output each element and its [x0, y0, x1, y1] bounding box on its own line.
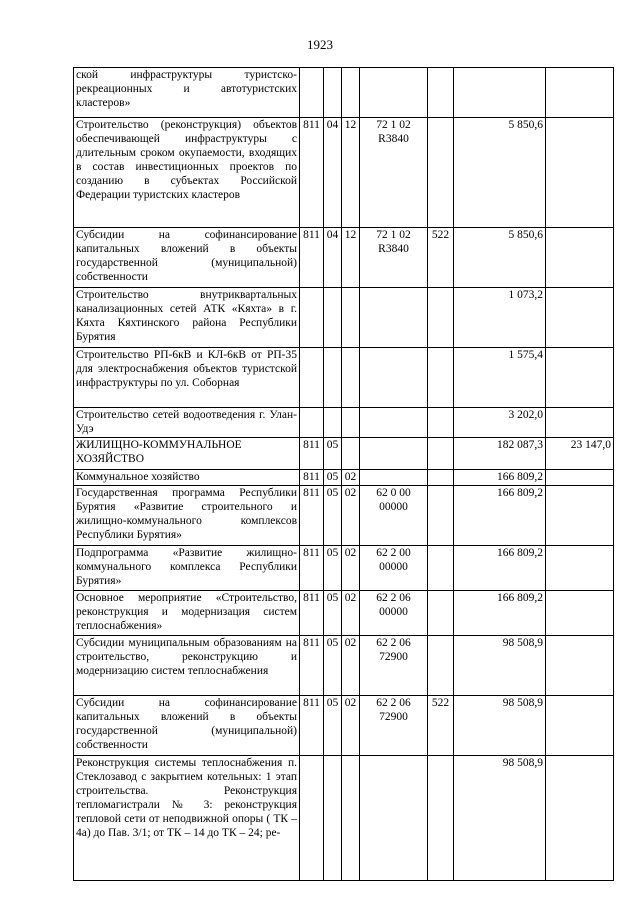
pr-cell: [342, 288, 360, 348]
row-name-cell: Субсидии на софинансирование капитальных вложений в объекты государственной (муниципальной) собственности: [74, 696, 300, 756]
amount-cell-2: [546, 68, 614, 118]
pr-cell: 02: [342, 591, 360, 636]
vr-cell: [428, 118, 454, 228]
amount-cell: 182 087,3: [454, 438, 546, 470]
row-name-cell: ской инфраструктуры туристско-рекреационных и автотуристских кластеров»: [74, 68, 300, 118]
pr-cell: 02: [342, 696, 360, 756]
rz-cell: [324, 348, 342, 408]
ved-cell: 811: [300, 118, 324, 228]
vr-cell: [428, 756, 454, 881]
row-name-cell: ЖИЛИЩНО-КОММУНАЛЬНОЕ ХОЗЯЙСТВО: [74, 438, 300, 470]
rz-cell: [324, 408, 342, 438]
csr-code-part: 72900: [379, 711, 408, 723]
table-row: [74, 288, 614, 348]
amount-cell-2: 23 147,0: [546, 438, 614, 470]
ved-cell: [300, 68, 324, 118]
vr-cell: [428, 408, 454, 438]
csr-code-part: 62 2 00: [376, 547, 411, 559]
rz-cell: [324, 756, 342, 881]
csr-cell: [360, 636, 428, 696]
csr-cell: [360, 470, 428, 486]
csr-code-part: 00000: [379, 561, 408, 573]
csr-code-part: R3840: [378, 133, 409, 145]
amount-cell: 166 809,2: [454, 470, 546, 486]
csr-cell: [360, 408, 428, 438]
table-row: [74, 68, 614, 118]
ved-cell: 811: [300, 591, 324, 636]
vr-cell: 522: [428, 228, 454, 288]
vr-cell: [428, 348, 454, 408]
amount-cell: 1 073,2: [454, 288, 546, 348]
amount-cell-2: [546, 408, 614, 438]
vr-cell: [428, 438, 454, 470]
csr-code-part: 72 1 02: [376, 229, 411, 241]
amount-cell-2: [546, 636, 614, 696]
amount-cell: 1 575,4: [454, 348, 546, 408]
csr-code-part: 72 1 02: [376, 119, 411, 131]
table-row: [74, 228, 614, 288]
table-row: [74, 546, 614, 591]
vr-cell: [428, 546, 454, 591]
table-row: [74, 696, 614, 756]
pr-cell: 12: [342, 118, 360, 228]
table-row: [74, 591, 614, 636]
amount-cell: 166 809,2: [454, 486, 546, 546]
amount-cell-2: [546, 756, 614, 881]
pr-cell: 12: [342, 228, 360, 288]
amount-cell: 166 809,2: [454, 591, 546, 636]
pr-cell: [342, 348, 360, 408]
vr-cell: [428, 68, 454, 118]
ved-cell: 811: [300, 470, 324, 486]
rz-cell: 04: [324, 228, 342, 288]
csr-code-part: 00000: [379, 606, 408, 618]
ved-cell: 811: [300, 636, 324, 696]
vr-cell: 522: [428, 696, 454, 756]
amount-cell: 166 809,2: [454, 546, 546, 591]
rz-cell: 05: [324, 438, 342, 470]
rz-cell: 05: [324, 696, 342, 756]
row-name-cell: Подпрограмма «Развитие жилищно-коммунального комплекса Республики Бурятия»: [74, 546, 300, 591]
vr-cell: [428, 470, 454, 486]
vr-cell: [428, 591, 454, 636]
pr-cell: [342, 408, 360, 438]
budget-table: [73, 67, 614, 881]
rz-cell: 04: [324, 118, 342, 228]
amount-cell-2: [546, 348, 614, 408]
rz-cell: 05: [324, 591, 342, 636]
csr-cell: [360, 486, 428, 546]
table-row: [74, 486, 614, 546]
csr-cell: [360, 228, 428, 288]
page-number: 1923: [307, 37, 333, 52]
vr-cell: [428, 636, 454, 696]
amount-cell: 5 850,6: [454, 118, 546, 228]
table-row: [74, 118, 614, 228]
ved-cell: 811: [300, 696, 324, 756]
csr-code-part: 62 2 06: [376, 592, 411, 604]
table-row: [74, 348, 614, 408]
amount-cell: 5 850,6: [454, 228, 546, 288]
amount-cell: [454, 68, 546, 118]
row-name-cell: Строительство РП-6кВ и КЛ-6кВ от РП-35 для электроснабжения объектов туристской инфраструктуры по ул. Соборная: [74, 348, 300, 408]
csr-cell: [360, 118, 428, 228]
row-name-cell: Коммунальное хозяйство: [74, 470, 300, 486]
csr-cell: [360, 591, 428, 636]
row-name-cell: Государственная программа Республики Бурятия «Развитие строительного и жилищно-коммунального комплексов Республики Бурятия»: [74, 486, 300, 546]
row-name-cell: Строительство (реконструкция) объектов обеспечивающей инфраструктуры с длительным сроком окупаемости, входящих в состав инвестиционных проектов по созданию в субъектах Российской Федерации туристских кластеров: [74, 118, 300, 228]
pr-cell: 02: [342, 546, 360, 591]
amount-cell: 98 508,9: [454, 636, 546, 696]
rz-cell: 05: [324, 470, 342, 486]
row-name-cell: Реконструкция системы теплоснабжения п. Стеклозавод с закрытием котельных: 1 этап строительства. Реконструкция тепломагистрали № 3: реконструкция тепловой сети от неподвижной опоры ( ТК – 4а) до Пав. 3/1; от ТК – 14 до ТК – 24; ре-: [74, 756, 300, 881]
ved-cell: [300, 288, 324, 348]
row-name-cell: Строительство внутриквартальных канализационных сетей АТК «Кяхта» в г. Кяхта Кяхтинского района Республики Бурятия: [74, 288, 300, 348]
csr-code-part: 62 2 06: [376, 637, 411, 649]
csr-cell: [360, 756, 428, 881]
ved-cell: [300, 408, 324, 438]
pr-cell: [342, 68, 360, 118]
amount-cell-2: [546, 546, 614, 591]
pr-cell: [342, 438, 360, 470]
vr-cell: [428, 486, 454, 546]
table-row: [74, 438, 614, 470]
ved-cell: 811: [300, 438, 324, 470]
pr-cell: 02: [342, 636, 360, 696]
ved-cell: [300, 348, 324, 408]
csr-cell: [360, 348, 428, 408]
row-name-cell: Субсидии муниципальным образованиям на строительство, реконструкцию и модернизацию систем теплоснабжения: [74, 636, 300, 696]
table-row: [74, 756, 614, 881]
table-row: [74, 636, 614, 696]
csr-code-part: 62 2 06: [376, 697, 411, 709]
csr-code-part: R3840: [378, 243, 409, 255]
ved-cell: 811: [300, 486, 324, 546]
vr-cell: [428, 288, 454, 348]
row-name-cell: Основное мероприятие «Строительство, реконструкция и модернизация систем теплоснабжения»: [74, 591, 300, 636]
rz-cell: [324, 288, 342, 348]
table-row: [74, 470, 614, 486]
amount-cell-2: [546, 470, 614, 486]
table-body: [74, 68, 614, 881]
pr-cell: [342, 756, 360, 881]
pr-cell: 02: [342, 470, 360, 486]
csr-cell: [360, 546, 428, 591]
amount-cell-2: [546, 486, 614, 546]
csr-code-part: 00000: [379, 501, 408, 513]
amount-cell-2: [546, 591, 614, 636]
amount-cell-2: [546, 228, 614, 288]
csr-code-part: 62 0 00: [376, 487, 411, 499]
ved-cell: 811: [300, 228, 324, 288]
rz-cell: [324, 68, 342, 118]
csr-code-part: 72900: [379, 651, 408, 663]
amount-cell-2: [546, 288, 614, 348]
csr-cell: [360, 68, 428, 118]
amount-cell: 98 508,9: [454, 756, 546, 881]
csr-cell: [360, 438, 428, 470]
amount-cell: 98 508,9: [454, 696, 546, 756]
rz-cell: 05: [324, 486, 342, 546]
ved-cell: [300, 756, 324, 881]
rz-cell: 05: [324, 546, 342, 591]
csr-cell: [360, 696, 428, 756]
amount-cell-2: [546, 118, 614, 228]
amount-cell: 3 202,0: [454, 408, 546, 438]
pr-cell: 02: [342, 486, 360, 546]
row-name-cell: Субсидии на софинансирование капитальных вложений в объекты государственной (муниципальной) собственности: [74, 228, 300, 288]
csr-cell: [360, 288, 428, 348]
rz-cell: 05: [324, 636, 342, 696]
ved-cell: 811: [300, 546, 324, 591]
amount-cell-2: [546, 696, 614, 756]
row-name-cell: Строительство сетей водоотведения г. Улан-Удэ: [74, 408, 300, 438]
table-row: [74, 408, 614, 438]
